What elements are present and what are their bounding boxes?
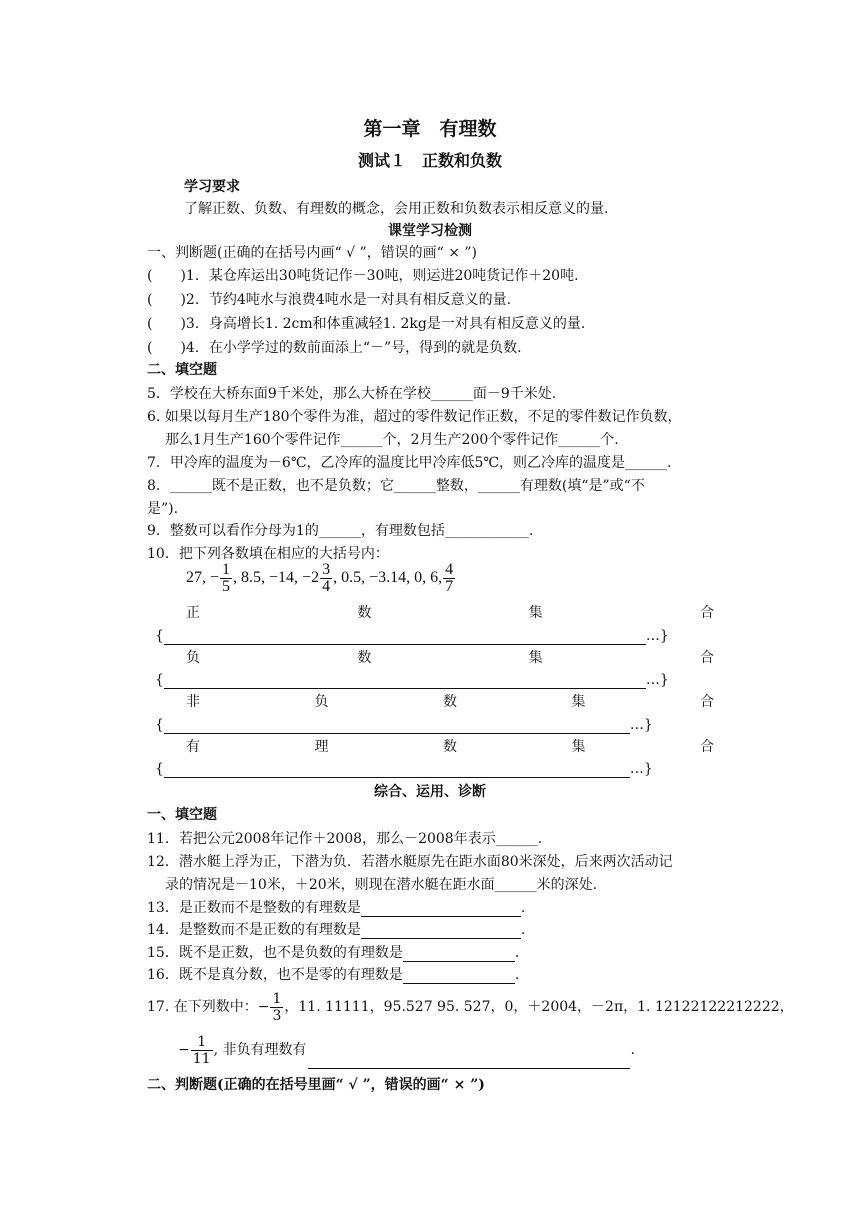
part2-heading: 二、填空题	[147, 362, 217, 378]
set-answer-nonnegative[interactable]: { …}	[155, 717, 653, 733]
set-answer-rational[interactable]: { …}	[155, 761, 653, 777]
question-1: ( )1．某仓库运出30吨货记作－30吨，则运进20吨货记作＋20吨.	[147, 268, 579, 284]
question-12-line1: 12．潜水艇上浮为正，下潜为负．若潜水艇原先在距水面80米深处，后来两次活动记	[147, 854, 673, 870]
question-13: 13．是正数而不是整数的有理数是 .	[147, 900, 526, 916]
req-heading: 学习要求	[184, 179, 240, 195]
question-8-line1: 8．______既不是正数，也不是负数；它______整数，______有理数(填“是”或“不	[147, 478, 645, 494]
question-6-line2: 那么1月生产160个零件记作______个，2月生产200个零件记作______个.	[165, 432, 619, 448]
part3-heading: 一、填空题	[147, 807, 217, 823]
question-16: 16．既不是真分数，也不是零的有理数是 .	[147, 967, 520, 983]
question-3: ( )3．身高增长1. 2cm和体重减轻1. 2kg是一对具有相反意义的量.	[147, 316, 586, 332]
question-4: ( )4．在小学学过的数前面添上“－”号，得到的就是负数.	[147, 340, 522, 356]
set-label-negative: 负 数 集 合	[186, 650, 714, 666]
set-label-positive: 正 数 集 合	[186, 605, 714, 621]
question-6-line1: 6. 如果以每月生产180个零件为准，超过的零件数记作正数，不足的零件数记作负数，	[147, 409, 682, 425]
req-text: 了解正数、负数、有理数的概念，会用正数和负数表示相反意义的量.	[184, 201, 609, 217]
fraction: $\frac{4}{7}$	[445, 560, 454, 595]
question-9: 9．整数可以看作分母为1的______，有理数包括____________.	[147, 523, 534, 539]
fraction: $\frac{3}{4}$	[322, 560, 331, 595]
question-7: 7．甲冷库的温度为－6℃，乙冷库的温度比甲冷库低5℃，则乙冷库的温度是______.	[147, 455, 672, 471]
set-answer-negative[interactable]: { …}	[155, 672, 669, 688]
question-5: 5．学校在大桥东面9千米处，那么大桥在学校______面－9千米处.	[147, 386, 557, 402]
question-17-line2: − $\frac{1}{11}$ , 非负有理数有 .	[178, 1031, 635, 1069]
question-10: 10．把下列各数填在相应的大括号内：	[147, 546, 389, 562]
part1-heading: 一、判断题(正确的在括号内画“ √ ”，错误的画“ × ”)	[147, 245, 478, 261]
question-2: ( )2．节约4吨水与浪费4吨水是一对具有相反意义的量.	[147, 292, 512, 308]
fraction: $\frac{1}{11}$	[192, 1033, 211, 1067]
question-17-line1: 17. 在下列数中：− $\frac{1}{3}$ ，11. 11111，95.527 95. 527，0，＋2004，－2π，1. 12122122212222，	[147, 990, 794, 1024]
question-12-line2: 录的情况是－10米，＋20米，则现在潜水艇在距水面______米的深处.	[165, 877, 598, 893]
set-label-rational: 有 理 数 集 合	[186, 739, 714, 755]
question-14: 14．是整数而不是正数的有理数是 .	[147, 922, 526, 938]
section-heading-2: 综合、运用、诊断	[374, 784, 486, 800]
question-11: 11．若把公元2008年记作＋2008，那么－2008年表示______.	[147, 831, 543, 847]
question-8-line2: 是”).	[147, 501, 179, 517]
test-title: 测试１ 正数和负数	[357, 151, 502, 170]
section-heading-1: 课堂学习检测	[388, 223, 472, 239]
fraction: $\frac{1}{3}$	[272, 990, 282, 1024]
question-15: 15．既不是正数，也不是负数的有理数是 .	[147, 945, 520, 961]
chapter-title: 第一章 有理数	[363, 118, 497, 140]
fraction: $\frac{1}{5}$	[222, 560, 231, 595]
set-label-nonnegative: 非 负 数 集 合	[186, 694, 714, 710]
number-list: 27, − $\frac{1}{5}$ , 8.5, −14, −2 $\frac{3}{4}$ , 0.5, −3.14, 0, 6, $\frac{4}{7}$	[186, 560, 454, 595]
set-answer-positive[interactable]: { …}	[155, 628, 669, 644]
part4-heading: 二、判断题(正确的在括号里画“ √ ”，错误的画“ × ”)	[147, 1077, 485, 1093]
